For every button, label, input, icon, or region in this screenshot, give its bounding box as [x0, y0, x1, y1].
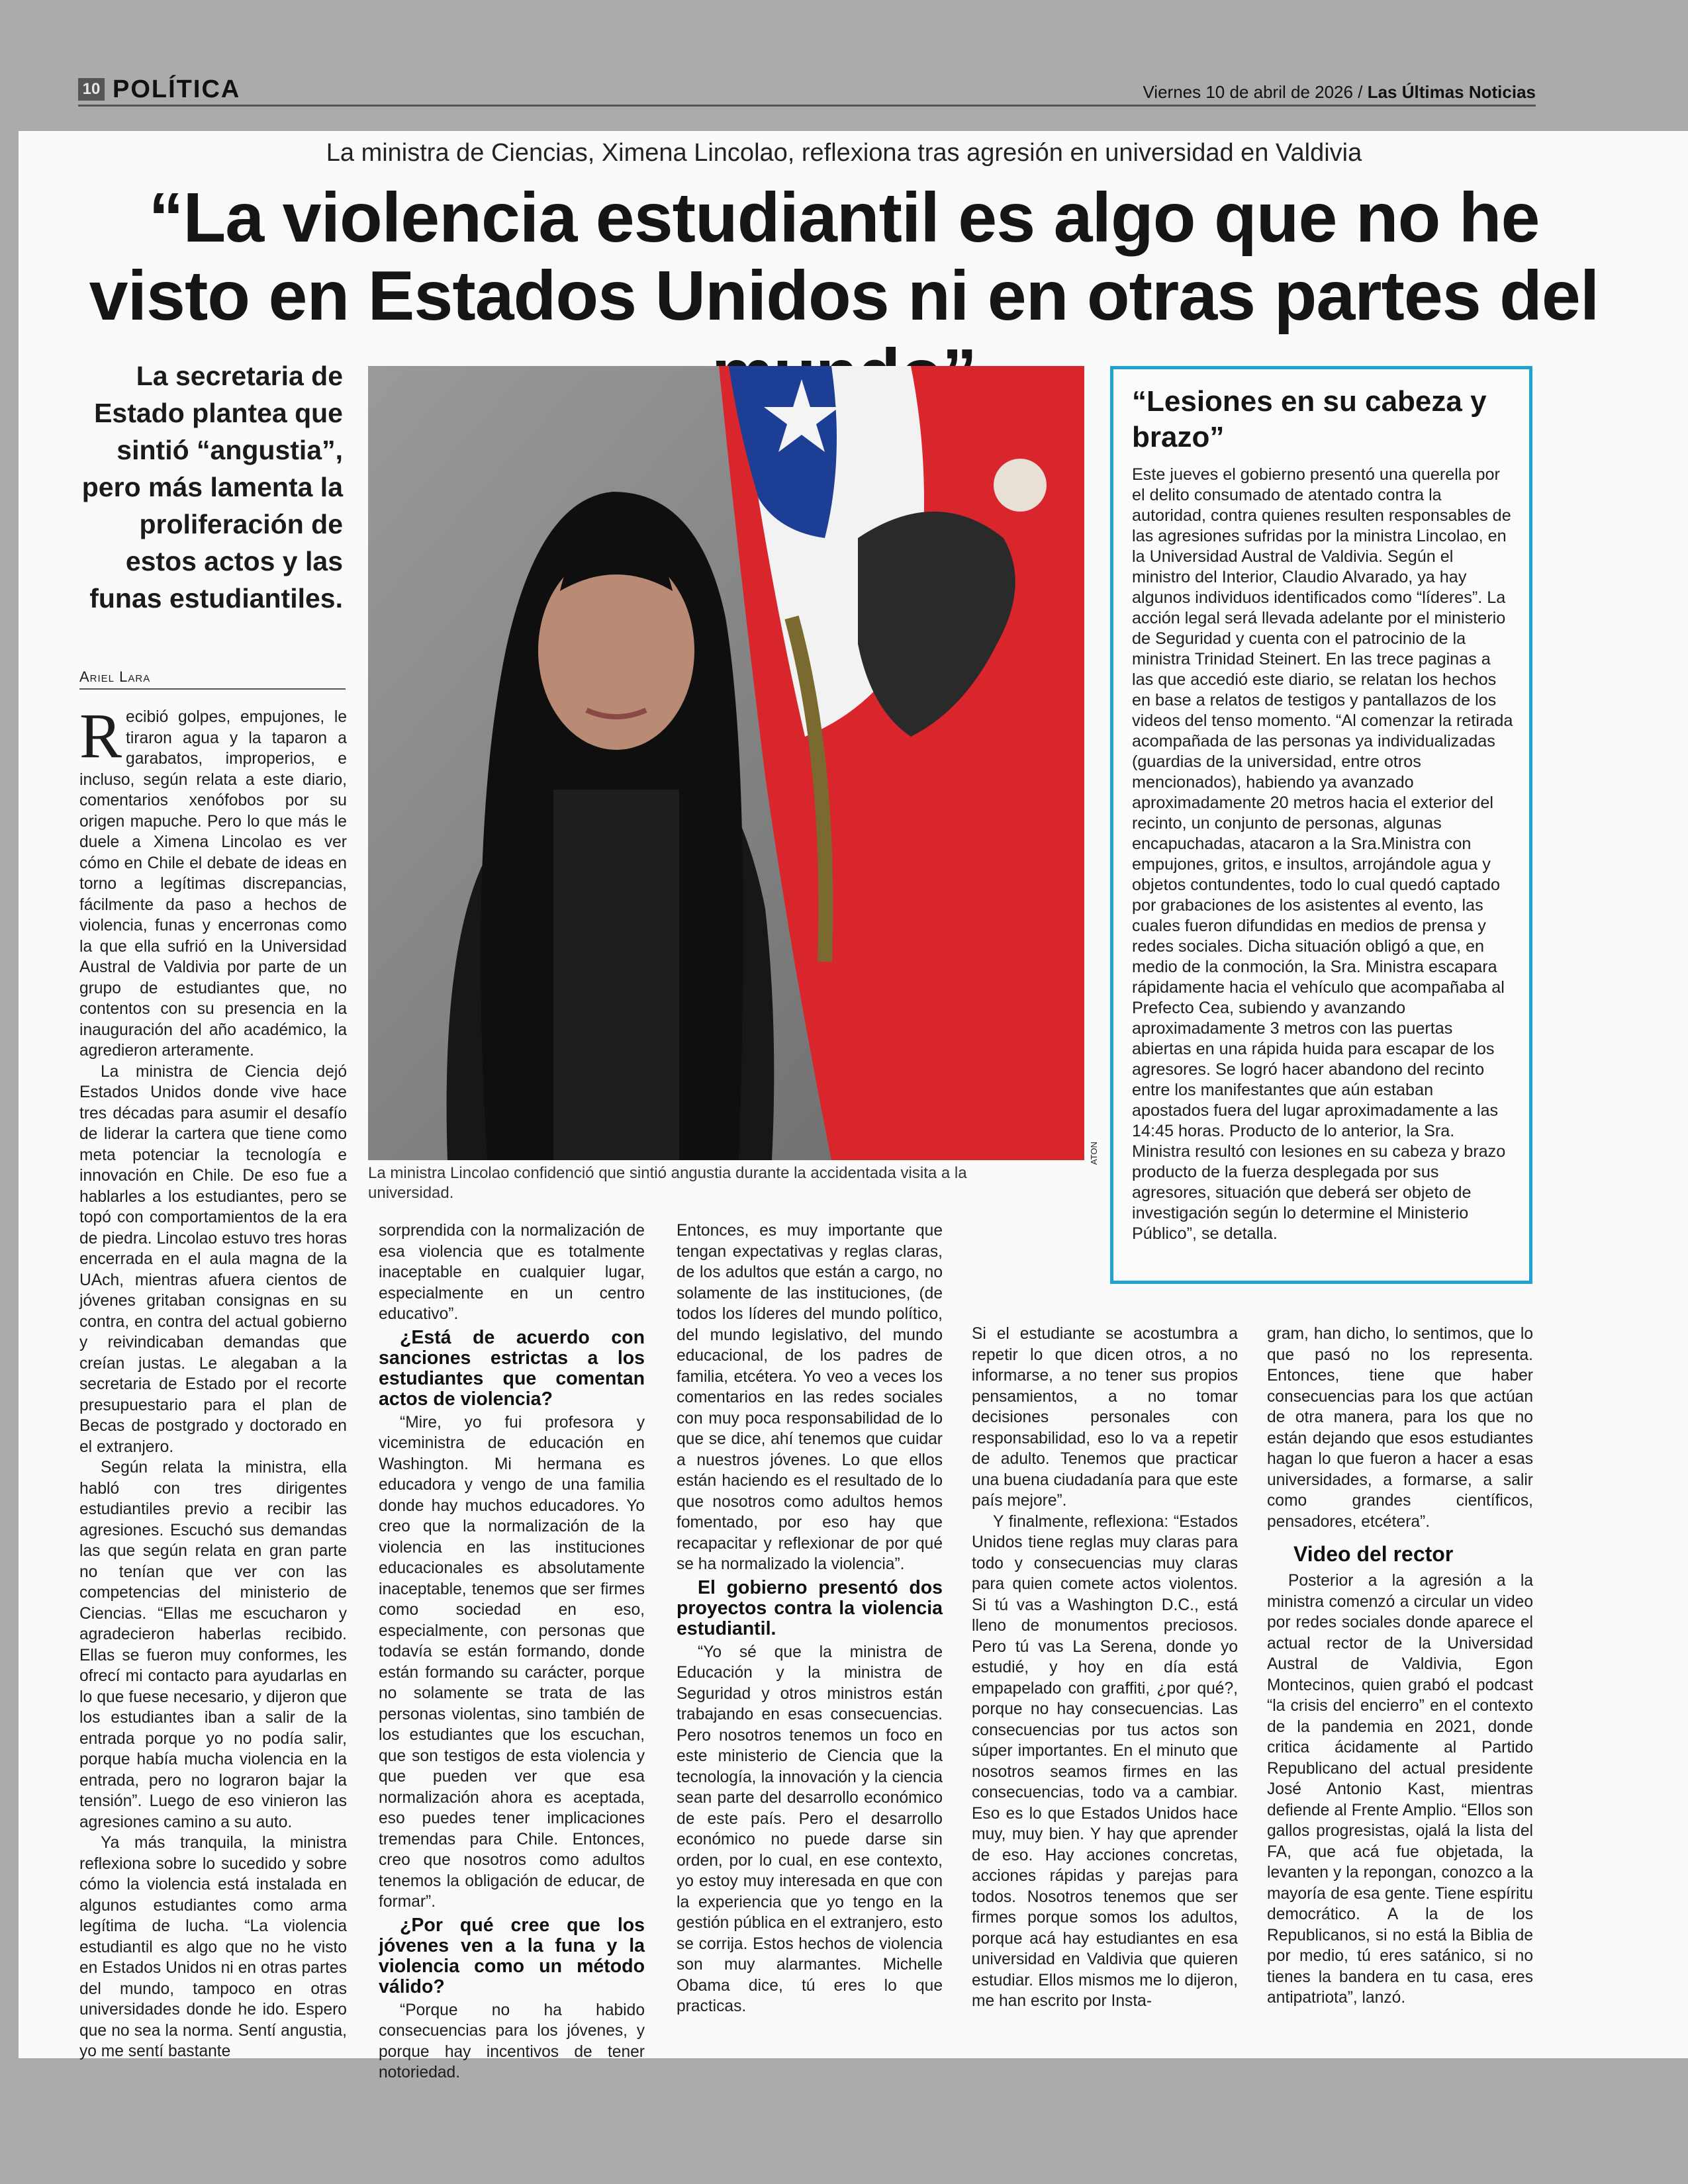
subhead-video-del-rector: Video del rector [1293, 1542, 1454, 1566]
page-number: 10 [78, 78, 105, 101]
page-header [78, 74, 1536, 107]
col1-paragraph-2: La ministra de Ciencia dejó Estados Unidos donde vive hace tres décadas para asumir el desafío de liderar la cartera que tiene como meta potenciar la tecnología e innovación en Chile. De eso fue a hablarles a los estudiantes, pero se topó con comportamientos de la era de piedra. Lincolao estuvo tres horas encerrada en el aula magna de la UAch, mientras afuera cientos de jóvenes gritaban consignas en su contra, en contra del actual gobierno y reivindicaban demandas que creían justas. Le alegaban a la secretaria de Estado por el recorte presupuestario para el plan de Becas de postgrado y doctorado en el extranjero. [79, 1062, 347, 1456]
col2-paragraph-2: “Mire, yo fui profesora y viceministra de educación en Washington. Mi hermana es educadora y vengo de una familia donde hay muchos educadores. Yo creo que la normalización de la violencia en las instituciones educacionales es absolutamente inaceptable, tenemos que ser firmes como sociedad en eso, especialmente, con personas que todavía se están formando, donde están formando su carácter, porque no solamente se trata de las personas violentas, sino también de los estudiantes que los escuchan, que son testigos de esta violencia y que pueden ver que esa normalización ahora es aceptada, eso puedes tener implicaciones tremendas para Chile. Entonces, creo que nosotros como adultos tenemos la obligación de educar, de formar”. [379, 1413, 645, 1911]
person-jacket [553, 790, 679, 1160]
header-dateline [1143, 82, 1536, 103]
col1-paragraph-1-text: ecibió golpes, empujones, le tiraron agua y la taparon a garabatos, improperios, e incluso, según relata a este diario, comentarios xenófobos por su origen mapuche. Pero lo que más le duele a Ximena Lincolao es ver cómo en Chile el debate de ideas en torno a legítimas discrepancias, fácilmente da paso a hechos de violencia, funas y encerronas como la que ella sufrió en la Universidad Austral de Valdivia por parte de un grupo de estudiantes que, no contentos con su presencia en la inauguración del año académico, la agredieron arteramente. [79, 708, 347, 1060]
col2-paragraph-1: sorprendida con la normalización de esa violencia que es totalmente inaceptable en cualquier lugar, especialmente en un centro educativo”. [379, 1222, 645, 1323]
sidebar-title: “Lesiones en su cabeza y brazo” [1132, 385, 1487, 453]
col4-paragraph-2: Y finalmente, reflexiona: “Estados Unidos tiene reglas muy claras para todo y consecuencias muy claras para quien comete actos violentos. Si tú vas a Washington D.C., está lleno de monumentos preciosos. Pero tú vas La Serena, donde yo estudié, y hoy en día está empapelado con graffiti, ¿por qué?, porque no hay consecuencias. Las consecuencias por tus actos son súper importantes. En el minuto que nosotros seamos firmes en las consecuencias, todo va a cambiar. Eso es lo que Estados Unidos hace muy, muy bien. Y hay que aprender de eso. Hay acciones concretas, acciones rápidas y parejas para todos. Nosotros tenemos que ser firmes porque somos los adultos, porque acá hay estudiantes en esa universidad en Valdivia que quieren estudiar. Ellos mismos me lo dijeron, me han escrito por Insta- [972, 1512, 1238, 2010]
header-date: Viernes 10 de abril de 2026 [1143, 82, 1353, 102]
interview-question-2: ¿Por qué cree que los jóvenes ven a la funa y la violencia como un método válido? [379, 1914, 645, 1997]
column-2 [379, 1220, 645, 2083]
interview-question-3: El gobierno presentó dos proyectos contra la violencia estudiantil. [677, 1576, 943, 1639]
photo-illustration [368, 366, 1084, 1160]
publication-name: Las Últimas Noticias [1367, 82, 1536, 102]
col3-paragraph-2: “Yo sé que la ministra de Educación y la ministra de Seguridad y otros ministros están trabajando en esas consecuencias. Pero nosotros tenemos un foco en este ministerio de Ciencia que la tecnología, la innovación y la ciencia sean parte del desarrollo económico de este país. Pero el desarrollo económico no puede darse sin orden, por lo cual, en ese contexto, yo estoy muy interesada en que con la experiencia que yo tengo en la gestión pública en el extranjero, esto se corrija. Estos hechos de violencia son muy alarmantes. Michelle Obama dice, tú eres lo que practicas. [677, 1643, 943, 2015]
article-byline [79, 668, 346, 690]
section-title: POLÍTICA [113, 75, 241, 103]
photo-credit: ATON [1089, 1142, 1099, 1165]
column-3 [677, 1220, 943, 2017]
coat-of-arms-head [994, 459, 1047, 512]
col5-paragraph-1: gram, han dicho, lo sentimos, que lo que pasó no los representa. Entonces, tiene que haber consecuencias para los que actúan de otra manera, para los que no están dejando que esos estudiantes hagan lo que fueron a hacer a esas universidades, a formarse, a salir como grandes científicos, pensadores, etcétera”. [1267, 1325, 1533, 1531]
byline-name: Ariel Lara [79, 668, 151, 685]
article-kicker: La ministra de Ciencias, Ximena Lincolao, reflexiona tras agresión en universidad en Valdivia [326, 139, 1362, 167]
sidebar-body: Este jueves el gobierno presentó una querella por el delito consumado de atentado contra la autoridad, contra quienes resulten responsables de las agresiones sufridas por la ministra Lincolao, en la Universidad Austral de Valdivia. Según el ministro del Interior, Claudio Alvarado, ya hay algunos individuos identificados como “líderes”. La acción legal será llevada adelante por el ministerio de Seguridad y cuenta con el patrocinio de la ministra Trinidad Steinert. En las trece paginas a las que accedió este diario, se relatan los hechos en base a relatos de testigos y pantallazos de los videos del tenso momento. “Al comenzar la retirada acompañada de las personas ya individualizadas (guardias de la universidad, entre otros mencionados), habiendo ya avanzado aproximadamente 20 metros hacia el exterior del recinto, un conjunto de personas, algunas encapuchadas, atacaron a la Sra.Ministra con empujones, gritos, e insultos, arrojándole agua y objetos contundentes, todo lo cual quedó captado por grabaciones de los asistentes al evento, las cuales fueron difundidas en medios de prensa y redes sociales. Dicha situación obligó a que, en medio de la conmoción, la Sra. Ministra escapara rápidamente hacia el vehículo que acompañaba al Prefecto Cea, subiendo y avanzando aproximadamente 3 metros con las puertas abiertas en una rápida huida para escapar de los agresores. Se logró hacer abandono del recinto entre los manifestantes que aún estaban apostados fuera del lugar aproximadamente a las 14:45 horas. Producto de lo anterior, la Sra. Ministra resultó con lesiones en su cabeza y brazo producto de la fuerza desplegada por sus agresores, situación que deberá ser objeto de investigación según lo determine el Ministerio Público”, se detalla. [1132, 465, 1513, 1243]
background-top [0, 0, 1688, 131]
article-deck: La secretaria de Estado plantea que sintió “angustia”, pero más lamenta la proliferación de estos actos y las funas estudiantiles. [81, 361, 343, 614]
column-1 [79, 700, 347, 2062]
header-separator: / [1358, 82, 1363, 102]
col4-paragraph-1: Si el estudiante se acostumbra a repetir lo que dicen otros, a no informarse, a no tener sus propios pensamientos, a no tomar decisiones personales con responsabilidad, eso lo va a repetir de adulto. Tenemos que practicar una buena ciudadanía para que este país mejore”. [972, 1325, 1238, 1510]
photo-caption: La ministra Lincolao confidenció que sintió angustia durante la accidentada visita a la universidad. [368, 1164, 967, 1202]
article-photo [368, 366, 1084, 1160]
background-bottom [0, 2058, 1688, 2184]
col5-paragraph-2: Posterior a la agresión a la ministra comenzó a circular un video por redes sociales donde aparece el actual rector de la Universidad Austral de Valdivia, Egon Montecinos, quien grabó el podcast “la crisis del encierro” en el contexto de la pandemia en 2021, donde critica ácidamente al Partido Republicano del actual presidente José Antonio Kast, mientras defiende al Frente Amplio. “Ellos son gallos progresistas, ojalá la lista del FA, que acá fue objetada, la levanten y la repongan, conozco a la mayoría de esa gente. Tiene espíritu democrático. A la de los Republicanos, si no está la Biblia de por medio, tú eres satánico, si no tienes la bandera en tu casa, eres antipatriota”, lanzó. [1267, 1572, 1533, 2007]
sidebar-box [1110, 366, 1532, 1284]
article-headline: “La violencia estudiantil es algo que no he visto en Estados Unidos ni en otras partes del [89, 179, 1599, 335]
col1-paragraph-4: Ya más tranquila, la ministra reflexiona sobre lo sucedido y sobre cómo la violencia está instalada en algunos estudiantes como arma legítima de lucha. “La violencia estudiantil es algo que no he visto en Estados Unidos ni en otras partes del mundo, tampoco en otras universidades donde he ido. Espero que no sea la norma. Sentí angustia, yo me sentí bastante [79, 1834, 347, 2060]
col1-paragraph-1 [79, 700, 347, 1062]
col2-paragraph-3: “Porque no ha habido consecuencias para los jóvenes, y porque hay incentivos de tener notoriedad. [379, 2001, 645, 2081]
interview-question-1: ¿Está de acuerdo con sanciones estrictas a los estudiantes que comentan actos de violencia? [379, 1326, 645, 1410]
drop-cap: R [79, 700, 122, 771]
column-5 [1267, 1324, 1533, 2009]
column-4 [972, 1324, 1238, 2012]
col3-paragraph-1: Entonces, es muy importante que tengan expectativas y reglas claras, de los adultos que están a cargo, no solamente de las instituciones, (de todos los líderes del mundo político, del mundo legislativo, del mundo educacional, de los padres de familia, etcétera. Yo veo a veces los comentarios en las redes sociales con muy poca responsabilidad de lo que se dice, ahí tenemos que cuidar a nuestros jóvenes. Lo que ellos están haciendo es el resultado de lo que nosotros como adultos hemos fomentado, por eso hay que recapacitar y reflexionar de por qué se ha normalizado la violencia”. [677, 1222, 943, 1573]
person-face [538, 551, 694, 750]
col1-paragraph-3: Según relata la ministra, ella habló con tres dirigentes estudiantiles previo a recibir las agresiones. Escuchó sus demandas las que según relata en gran parte no tenían que ver con las competencias del ministerio de Ciencias. “Ellas me escucharon y agradecieron haberlas recibido. Ellas se fueron muy conformes, les ofrecí mi contacto para ayudarlas en lo que fuese necesario, y dijeron que los estudiantes iban a salir de la entrada porque yo no podía salir, porque había mucha violencia en la entrada, pero no lograron bajar la tensión”. Luego de eso vinieron las agresiones camino a su auto. [79, 1459, 347, 1831]
